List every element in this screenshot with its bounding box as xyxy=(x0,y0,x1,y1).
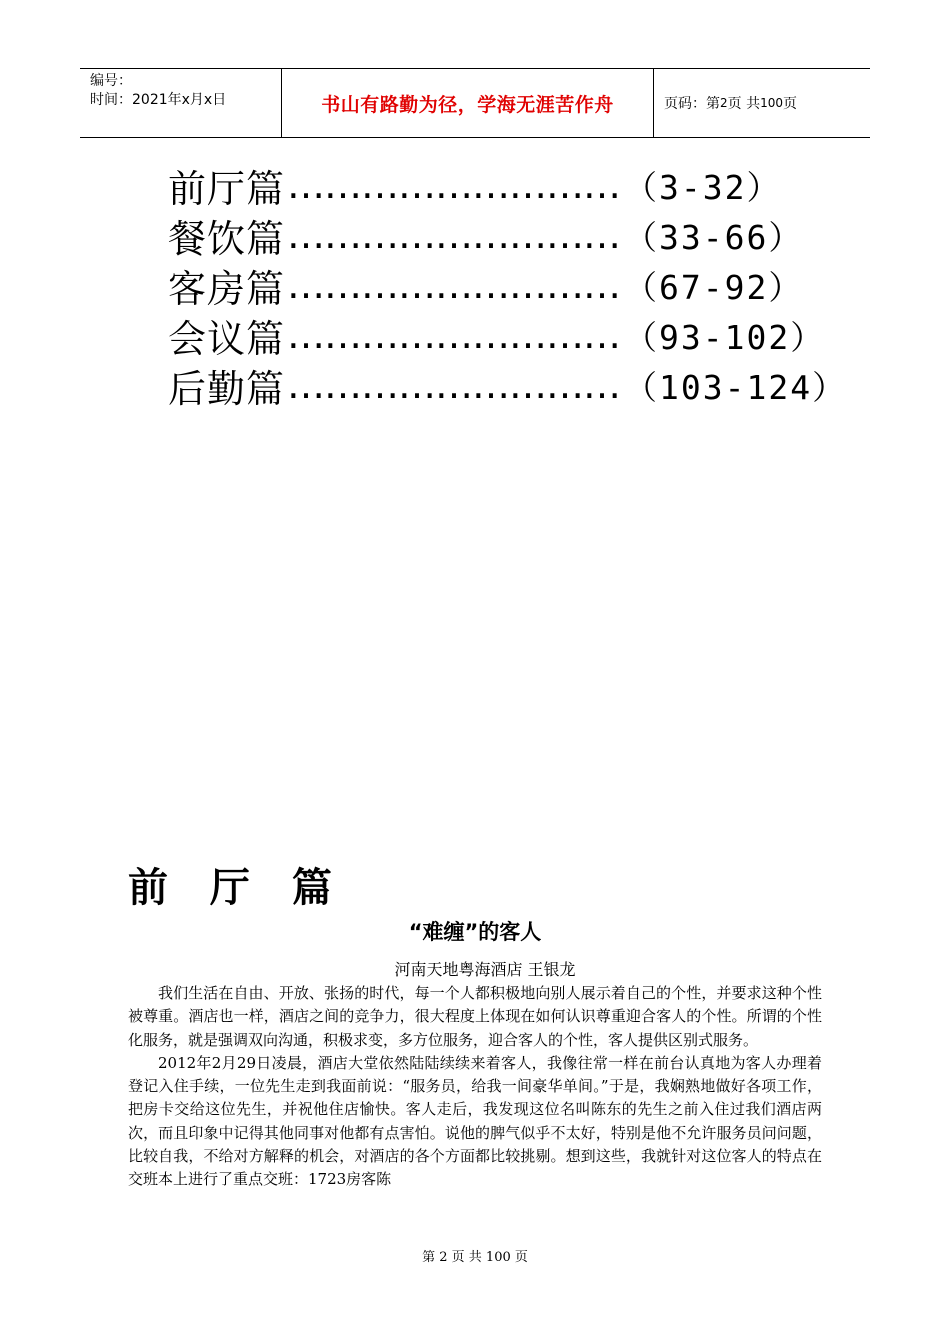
toc-entry-dots: ……………………… xyxy=(287,263,621,307)
toc-entry-title: 客房篇 xyxy=(168,266,286,311)
article-author: 河南天地粤海酒店 王银龙 xyxy=(394,960,576,979)
document-header xyxy=(80,68,870,138)
document-time-label: 时间：2021年x月x日 xyxy=(90,92,227,108)
toc-entry xyxy=(168,160,847,210)
header-page-info xyxy=(654,69,870,137)
page-footer: 第 2 页 共 100 页 xyxy=(422,1250,528,1265)
toc-entry xyxy=(168,260,847,310)
page-number: 2 xyxy=(720,96,728,110)
toc-entry-range: （103-124） xyxy=(624,367,848,407)
toc-entry-range: （3-32） xyxy=(624,167,782,207)
toc-entry-range: （33-66） xyxy=(624,217,804,257)
toc-entry-title: 前厅篇 xyxy=(168,166,286,211)
header-meta xyxy=(80,69,282,137)
page-total: 100 xyxy=(760,96,783,110)
toc-entry xyxy=(168,310,847,360)
page-mid: 页 共 xyxy=(727,96,761,112)
toc-entry-dots: ……………………… xyxy=(287,213,621,257)
toc-entry-dots: ……………………… xyxy=(287,313,621,357)
header-motto-cell xyxy=(282,69,654,137)
toc-entry-range: （93-102） xyxy=(624,317,826,357)
page-prefix: 页码：第 xyxy=(664,96,720,112)
toc-entry-title: 餐饮篇 xyxy=(168,216,286,261)
article-body xyxy=(128,982,822,1192)
body-paragraph: 2012年2月29日凌晨，酒店大堂依然陆陆续续来着客人，我像往常一样在前台认真地为客人办理着登记入住手续，一位先生走到我面前说：“服务员，给我一间豪华单间。”于是，我娴熟地做好各项工作，把房卡交给这位先生，并祝他住店愉快。客人走后，我发现这位名叫陈东的先生之前入住过我们酒店两次，而且印象中记得其他同事对他都有点害怕。说他的脾气似乎不太好，特别是他不允许服务员问问题，比较自我，不给对方解释的机会，对酒店的各个方面都比较挑剔。想到这些，我就针对这位客人的特点在交班本上进行了重点交班：1723房客陈 xyxy=(128,1053,822,1189)
header-motto: 书山有路勤为径，学海无涯苦作舟 xyxy=(321,93,614,116)
toc-entry-dots: ……………………… xyxy=(287,163,621,207)
section-title: 前 厅 篇 xyxy=(128,864,346,911)
toc-entry-dots: ……………………… xyxy=(287,363,621,407)
toc-entry-title: 会议篇 xyxy=(168,316,286,361)
toc-entry xyxy=(168,210,847,260)
toc-entry xyxy=(168,360,847,410)
toc-entry-range: （67-92） xyxy=(624,267,804,307)
document-number-label: 编号： xyxy=(90,73,132,89)
page-suffix: 页 xyxy=(783,96,797,112)
toc-entry-title: 后勤篇 xyxy=(168,366,286,411)
article-title: “难缠”的客人 xyxy=(408,920,542,944)
table-of-contents xyxy=(168,160,847,410)
body-paragraph: 我们生活在自由、开放、张扬的时代，每一个人都积极地向别人展示着自己的个性，并要求这种个性被尊重。酒店也一样，酒店之间的竞争力，很大程度上体现在如何认识尊重迎合客人的个性。所谓的个性化服务，就是强调双向沟通，积极求变，多方位服务，迎合客人的个性，客人提供区别式服务。 xyxy=(128,984,822,1049)
